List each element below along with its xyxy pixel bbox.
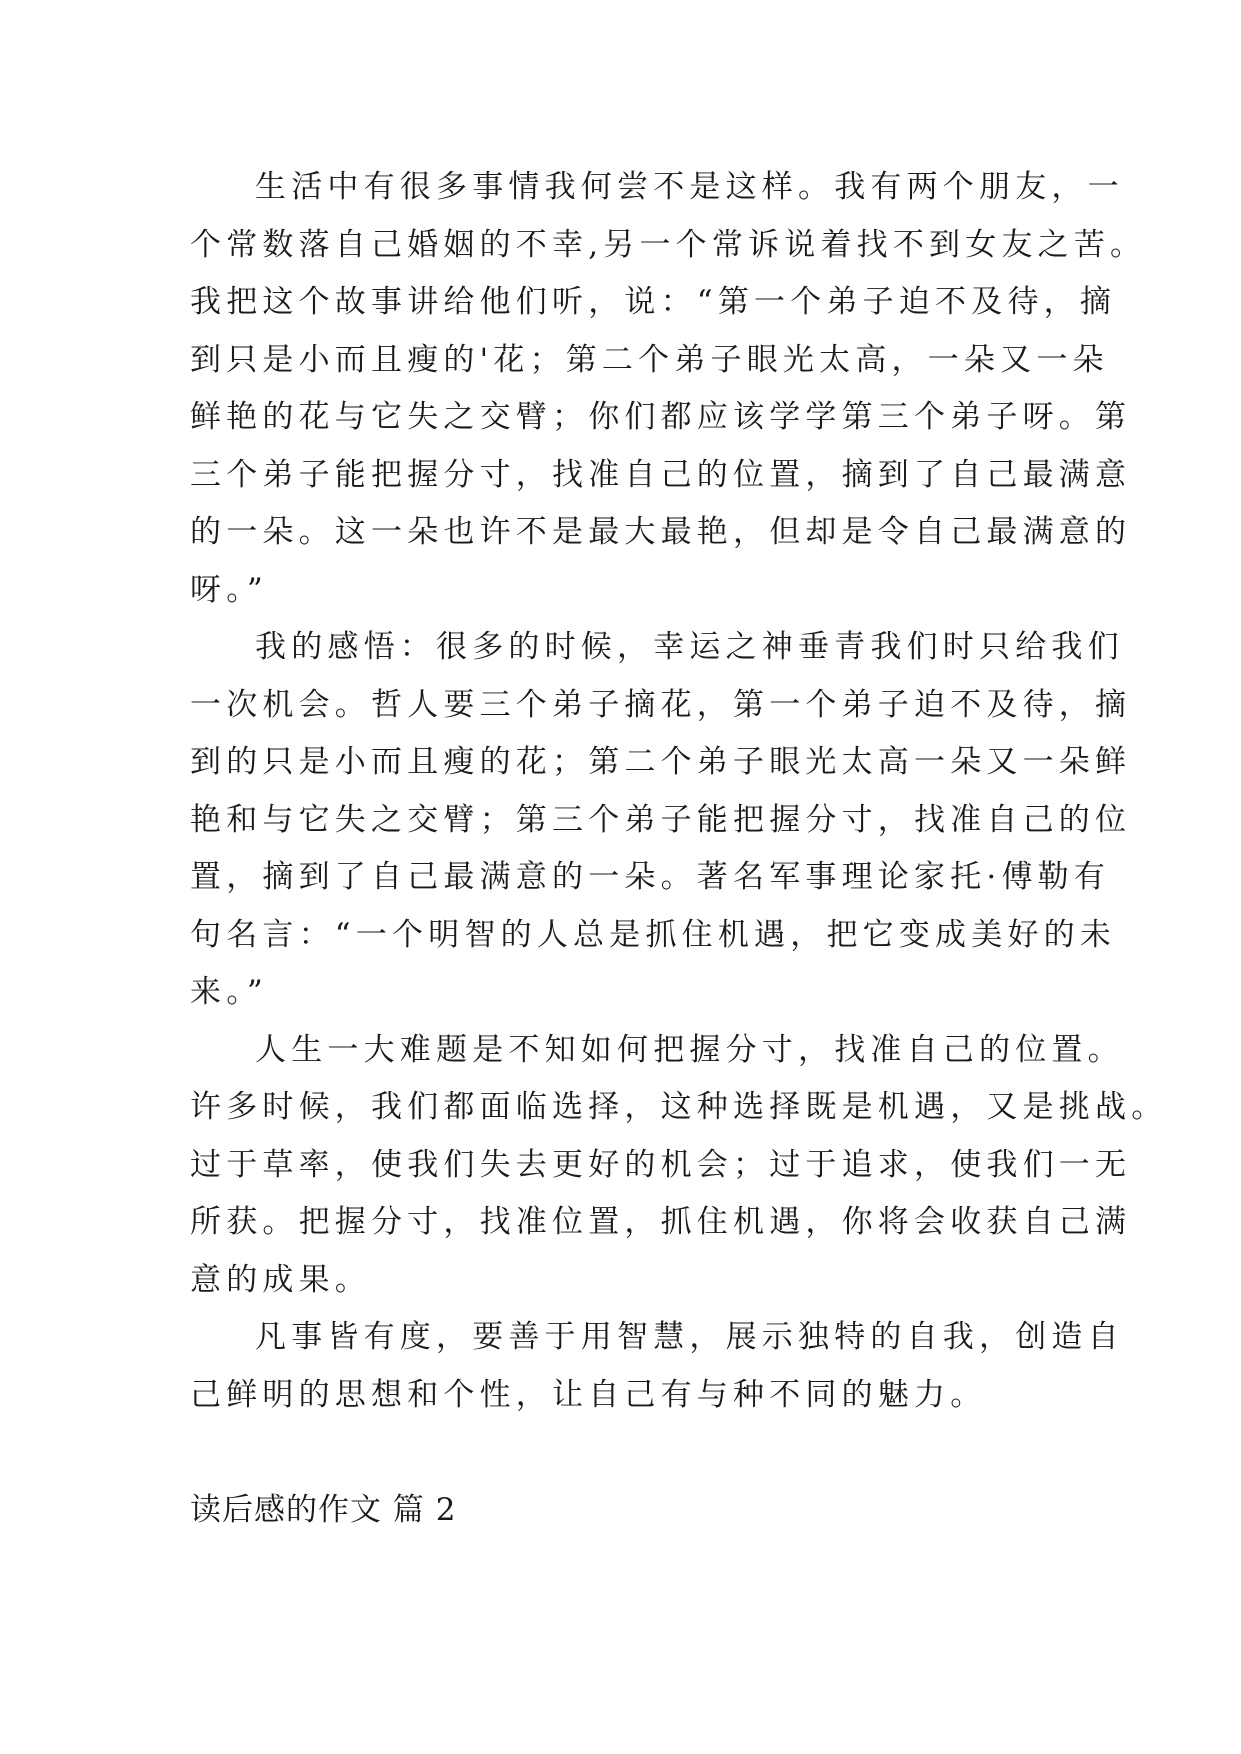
paragraph-4-line-1: 凡事皆有度，要善于用智慧，展示独特的自我，创造自 bbox=[255, 1319, 1124, 1355]
paragraph-2-line-3: 到的只是小而且瘦的花；第二个弟子眼光太高一朵又一朵鲜 bbox=[190, 744, 1132, 780]
paragraph-1-line-5: 鲜艳的花与它失之交臂；你们都应该学学第三个弟子呀。第 bbox=[190, 399, 1132, 435]
paragraph-1-line-7: 的一朵。这一朵也许不是最大最艳，但却是令自己最满意的 bbox=[190, 514, 1132, 550]
paragraph-1-line-8: 呀。” bbox=[190, 572, 268, 608]
paragraph-2-line-2: 一次机会。哲人要三个弟子摘花，第一个弟子迫不及待，摘 bbox=[190, 687, 1132, 723]
paragraph-1-line-1: 生活中有很多事情我何尝不是这样。我有两个朋友，一 bbox=[255, 169, 1124, 205]
paragraph-3-line-1: 人生一大难题是不知如何把握分寸，找准自己的位置。 bbox=[255, 1032, 1124, 1068]
paragraph-1-line-2: 个常数落自己婚姻的不幸,另一个常诉说着找不到女友之苦。 bbox=[190, 227, 1147, 263]
paragraph-2-line-6: 句名言：“一个明智的人总是抓住机遇，把它变成美好的未 bbox=[190, 917, 1117, 953]
paragraph-3-line-5: 意的成果。 bbox=[190, 1262, 371, 1298]
paragraph-1-line-6: 三个弟子能把握分寸，找准自己的位置，摘到了自己最满意 bbox=[190, 457, 1132, 493]
paragraph-1-line-4: 到只是小而且瘦的'花；第二个弟子眼光太高，一朵又一朵 bbox=[190, 342, 1109, 378]
paragraph-4-line-2: 己鲜明的思想和个性，让自己有与种不同的魅力。 bbox=[190, 1377, 987, 1413]
paragraph-2-line-4: 艳和与它失之交臂；第三个弟子能把握分寸，找准自己的位 bbox=[190, 802, 1132, 838]
paragraph-3-line-4: 所获。把握分寸，找准位置，抓住机遇，你将会收获自己满 bbox=[190, 1204, 1132, 1240]
paragraph-2-line-5: 置，摘到了自己最满意的一朵。著名军事理论家托·傅勒有 bbox=[190, 859, 1111, 895]
paragraph-2-line-7: 来。” bbox=[190, 974, 268, 1010]
section-heading: 读后感的作文 篇 2 bbox=[190, 1492, 457, 1528]
paragraph-3-line-2: 许多时候，我们都面临选择，这种选择既是机遇，又是挑战。 bbox=[190, 1089, 1168, 1125]
paragraph-1-line-3: 我把这个故事讲给他们听，说：“第一个弟子迫不及待，摘 bbox=[190, 284, 1117, 320]
paragraph-3-line-3: 过于草率，使我们失去更好的机会；过于追求，使我们一无 bbox=[190, 1147, 1132, 1183]
paragraph-2-line-1: 我的感悟：很多的时候，幸运之神垂青我们时只给我们 bbox=[255, 629, 1124, 665]
